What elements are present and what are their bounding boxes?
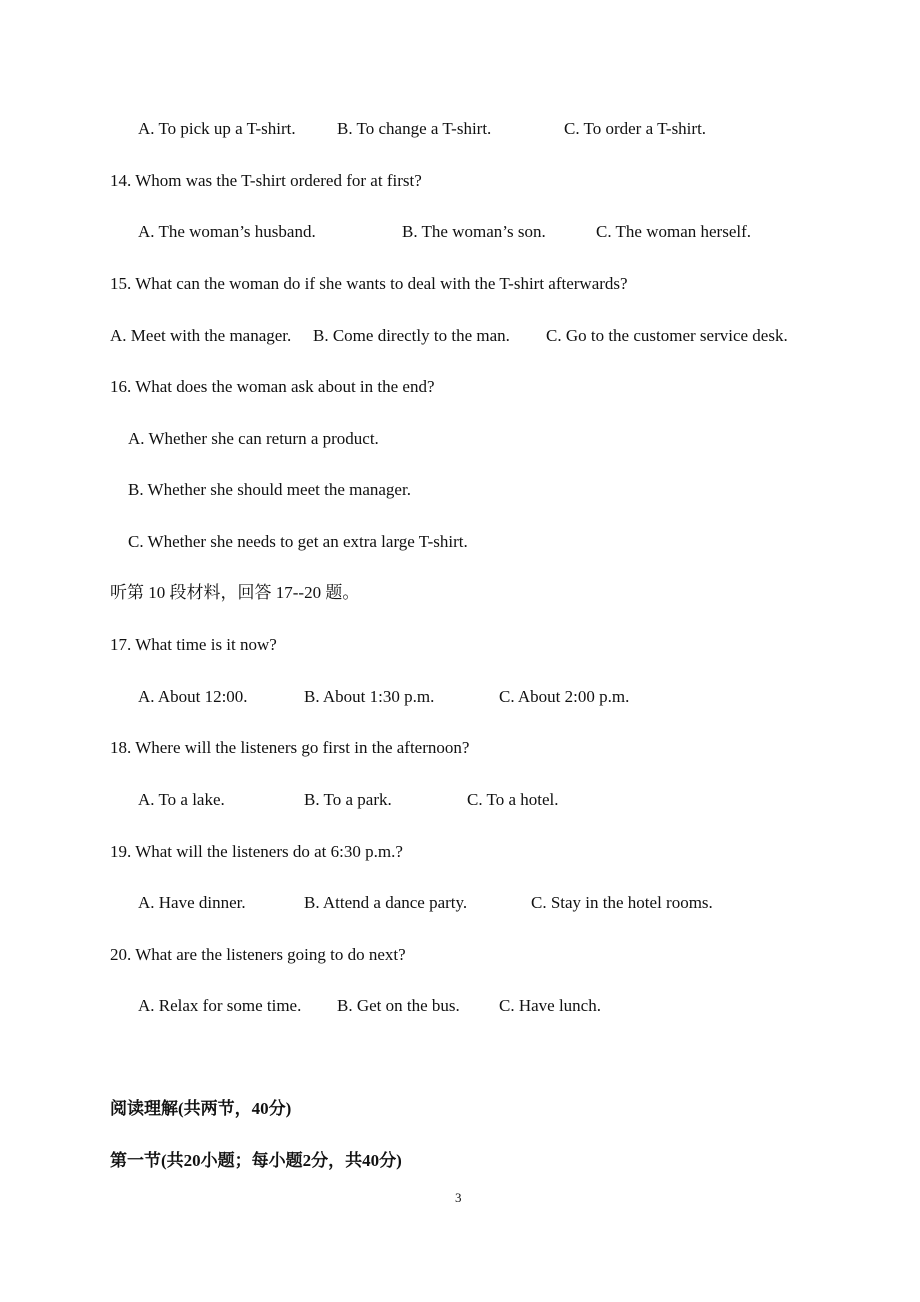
q15-option-a: A. Meet with the manager. (110, 326, 292, 345)
page-number: 3 (455, 1190, 462, 1205)
q19-option-b: B. Attend a dance party. (304, 893, 468, 912)
q16-question: 16. What does the woman ask about in the end? (110, 377, 435, 396)
q15-option-c: C. Go to the customer service desk. (546, 326, 788, 345)
q20-option-b: B. Get on the bus. (337, 996, 460, 1015)
reading-section-1-heading: 第一节(共20小题；每小题2分，共40分) (110, 1151, 402, 1170)
q17-option-b: B. About 1:30 p.m. (304, 687, 435, 706)
q13-option-c: C. To order a T-shirt. (564, 119, 707, 138)
q19-option-a: A. Have dinner. (138, 893, 246, 912)
q18-option-c: C. To a hotel. (467, 790, 559, 809)
section-10-instruction: 听第 10 段材料，回答 17--20 题。 (110, 583, 360, 602)
q13-option-a: A. To pick up a T-shirt. (138, 119, 296, 138)
q20-option-a: A. Relax for some time. (138, 996, 302, 1015)
q17-question: 17. What time is it now? (110, 635, 277, 654)
q19-question: 19. What will the listeners do at 6:30 p.m.? (110, 842, 403, 861)
q17-option-c: C. About 2:00 p.m. (499, 687, 630, 706)
q19-option-c: C. Stay in the hotel rooms. (531, 893, 713, 912)
q14-option-c: C. The woman herself. (596, 222, 752, 241)
q13-option-b: B. To change a T-shirt. (337, 119, 492, 138)
q15-option-b: B. Come directly to the man. (313, 326, 510, 345)
q14-question: 14. Whom was the T-shirt ordered for at first? (110, 171, 422, 190)
q16-option-c: C. Whether she needs to get an extra large T-shirt. (128, 532, 468, 551)
q16-option-a: A. Whether she can return a product. (128, 429, 379, 448)
q14-option-b: B. The woman’s son. (402, 222, 546, 241)
q15-question: 15. What can the woman do if she wants to deal with the T-shirt afterwards? (110, 274, 628, 293)
q18-question: 18. Where will the listeners go first in the afternoon? (110, 738, 470, 757)
q14-option-a: A. The woman’s husband. (138, 222, 316, 241)
q20-question: 20. What are the listeners going to do next? (110, 945, 406, 964)
q18-option-a: A. To a lake. (138, 790, 225, 809)
q16-option-b: B. Whether she should meet the manager. (128, 480, 411, 499)
reading-heading: 阅读理解(共两节，40分) (110, 1099, 292, 1118)
q18-option-b: B. To a park. (304, 790, 392, 809)
q17-option-a: A. About 12:00. (138, 687, 248, 706)
q20-option-c: C. Have lunch. (499, 996, 601, 1015)
